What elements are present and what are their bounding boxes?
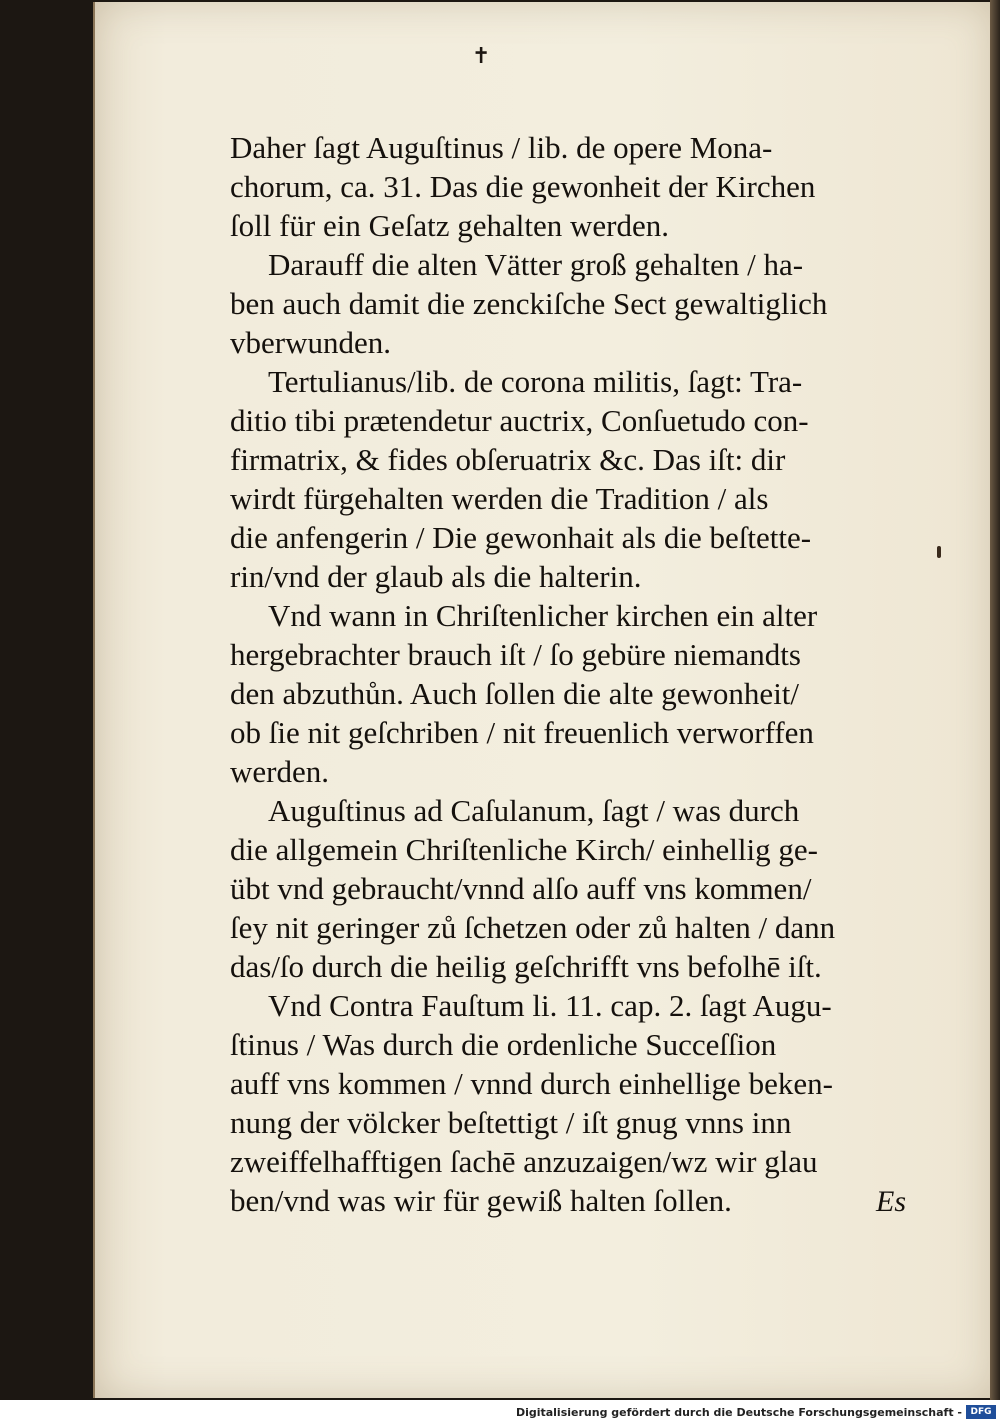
text-line: ben/vnd was wir für gewiß halten ſollen.	[230, 1183, 732, 1218]
text-line: ob ſie nit geſchriben / nit freuenlich verworffen	[230, 715, 814, 750]
text-line: Tertulianus/lib. de corona militis, ſagt: Tra-	[268, 364, 803, 399]
dfg-logo: DFG	[966, 1405, 996, 1419]
text-line: chorum, ca. 31. Das die gewonheit der Kirchen	[230, 169, 816, 204]
text-line: rin/vnd der glaub als die halterin.	[230, 559, 642, 594]
text-line: werden.	[230, 754, 329, 789]
text-line: übt vnd gebraucht/vnnd alſo auff vns kommen/	[230, 871, 812, 906]
text-line: den abzuthůn. Auch ſollen die alte gewonheit/	[230, 676, 800, 711]
cross-mark: ✝	[472, 44, 491, 69]
text-line: Vnd wann in Chriſtenlicher kirchen ein alter	[268, 598, 818, 633]
text-line: Auguſtinus ad Caſulanum, ſagt / was durch	[268, 793, 800, 828]
ink-speck	[937, 546, 941, 558]
text-line: ſoll für ein Geſatz gehalten werden.	[230, 208, 669, 243]
footer-bar	[0, 1400, 1000, 1425]
catchword: Es	[876, 1185, 906, 1218]
text-line: wirdt fürgehalten werden die Tradition / als	[230, 481, 769, 516]
text-line: Vnd Contra Fauſtum li. 11. cap. 2. ſagt Augu-	[268, 988, 832, 1023]
text-line: firmatrix, & fides obſeruatrix &c. Das iſt: dir	[230, 442, 786, 477]
text-line: nung der völcker beſtettigt / iſt gnug vnns inn	[230, 1105, 792, 1140]
text-line: ſey nit geringer zů ſchetzen oder zů halten / dann	[230, 910, 836, 945]
text-line: Darauff die alten Vätter groß gehalten / ha-	[268, 247, 804, 282]
text-line: ſtinus / Was durch die ordenliche Succeſſion	[230, 1027, 777, 1062]
text-line: hergebrachter brauch iſt / ſo gebüre niemandts	[230, 637, 801, 672]
text-line: die anfengerin / Die gewonhait als die beſtette-	[230, 520, 812, 555]
page-edge-shadow	[990, 0, 1000, 1400]
funding-notice: Digitalisierung gefördert durch die Deutsche Forschungsgemeinschaft -	[515, 1406, 962, 1419]
text-line: Daher ſagt Auguſtinus / lib. de opere Mona-	[230, 130, 773, 165]
text-line: auff vns kommen / vnnd durch einhellige beken-	[230, 1066, 833, 1101]
page-text	[230, 128, 935, 1220]
text-line: die allgemein Chriſtenliche Kirch/ einhellig ge-	[230, 832, 818, 867]
text-line: zweiffelhafftigen ſachē anzuzaigen/wz wir glau	[230, 1144, 818, 1179]
text-line: ditio tibi prætendetur auctrix, Conſuetudo con-	[230, 403, 809, 438]
text-line: vberwunden.	[230, 325, 391, 360]
text-line: ben auch damit die zenckiſche Sect gewaltiglich	[230, 286, 828, 321]
text-line: das/ſo durch die heilig geſchrifft vns befolhē iſt.	[230, 949, 822, 984]
